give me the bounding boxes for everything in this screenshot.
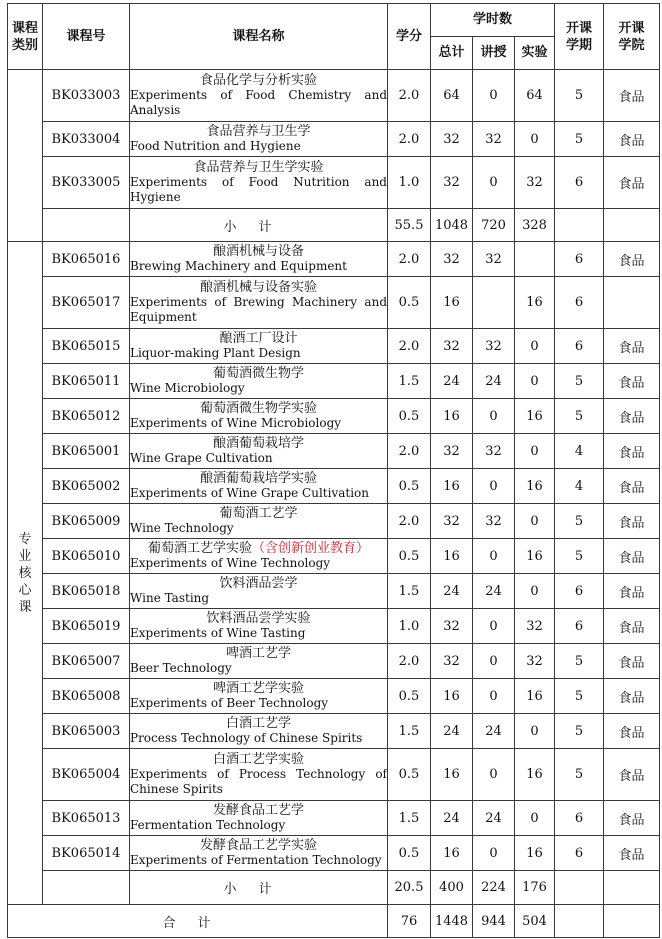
grand-total-experiment-hours: 504 <box>515 905 555 938</box>
course-lecture-hours: 0 <box>473 399 515 434</box>
course-credit: 0.5 <box>388 749 431 801</box>
course-code: BK065008 <box>43 679 130 714</box>
course-name <box>130 836 388 871</box>
course-experiment-hours: 0 <box>515 122 555 157</box>
subtotal-semester-blank <box>555 209 604 242</box>
course-college: 食品 <box>604 364 660 399</box>
course-name-cn-text: 白酒工艺学 <box>225 716 291 731</box>
course-name-en: Process Technology of Chinese Spirits <box>130 731 363 745</box>
course-row <box>8 801 660 836</box>
course-name-cn-text: 白酒工艺学实验 <box>212 752 304 767</box>
course-lecture-hours: 32 <box>473 329 515 364</box>
course-name-en: Experiments of Wine Tasting <box>130 626 306 640</box>
course-college: 食品 <box>604 504 660 539</box>
course-note: （含创新创业教育） <box>252 541 370 556</box>
course-semester: 5 <box>555 539 604 574</box>
course-lecture-hours: 0 <box>473 679 515 714</box>
subtotal-semester-blank <box>555 871 604 905</box>
course-semester: 6 <box>555 277 604 329</box>
course-total-hours: 32 <box>431 157 473 209</box>
course-row <box>8 242 660 277</box>
course-name <box>130 469 388 504</box>
course-college: 食品 <box>604 399 660 434</box>
header-hours: 学时数 <box>431 4 555 37</box>
course-name-cn <box>130 576 387 591</box>
course-lecture-hours: 0 <box>473 539 515 574</box>
course-row <box>8 157 660 209</box>
course-name-en: Beer Technology <box>130 661 232 675</box>
header-code: 课程号 <box>43 4 130 70</box>
course-code: BK065001 <box>43 434 130 469</box>
subtotal-code-blank <box>43 209 130 242</box>
course-row <box>8 679 660 714</box>
course-lecture-hours: 0 <box>473 70 515 122</box>
course-total-hours: 16 <box>431 836 473 871</box>
course-name <box>130 329 388 364</box>
subtotal-credit: 55.5 <box>388 209 431 242</box>
course-name-cn-text: 啤酒工艺学 <box>225 646 291 661</box>
course-experiment-hours: 16 <box>515 539 555 574</box>
subtotal-label: 小计 <box>130 871 388 905</box>
course-experiment-hours: 32 <box>515 609 555 644</box>
course-code: BK065013 <box>43 801 130 836</box>
header-credits: 学分 <box>388 4 431 70</box>
course-name-en: Brewing Machinery and Equipment <box>130 259 347 273</box>
course-semester: 6 <box>555 574 604 609</box>
course-total-hours: 24 <box>431 714 473 749</box>
course-row <box>8 122 660 157</box>
course-row <box>8 399 660 434</box>
course-credit: 0.5 <box>388 469 431 504</box>
header-total: 总计 <box>431 37 473 70</box>
course-code: BK065012 <box>43 399 130 434</box>
course-name-cn <box>130 73 387 88</box>
category-cell <box>8 242 43 905</box>
curriculum-table <box>7 3 660 938</box>
course-college: 食品 <box>604 242 660 277</box>
subtotal-total-hours: 1048 <box>431 209 473 242</box>
course-experiment-hours: 0 <box>515 574 555 609</box>
course-college: 食品 <box>604 434 660 469</box>
course-semester: 6 <box>555 242 604 277</box>
course-code: BK065002 <box>43 469 130 504</box>
course-code: BK033004 <box>43 122 130 157</box>
course-name-en: Experiments of Brewing Machinery and Equipment <box>130 295 387 324</box>
course-lecture-hours: 24 <box>473 574 515 609</box>
course-semester: 5 <box>555 399 604 434</box>
course-row <box>8 609 660 644</box>
course-name-cn-text: 饮料酒品尝学 <box>219 576 298 591</box>
course-experiment-hours: 16 <box>515 749 555 801</box>
course-lecture-hours: 32 <box>473 434 515 469</box>
course-name-en: Experiments of Wine Technology <box>130 556 331 570</box>
course-name <box>130 504 388 539</box>
subtotal-row <box>8 871 660 905</box>
course-lecture-hours: 32 <box>473 504 515 539</box>
course-college: 食品 <box>604 714 660 749</box>
grand-total-label: 合计 <box>8 905 388 938</box>
course-credit: 2.0 <box>388 434 431 469</box>
course-row <box>8 539 660 574</box>
course-name <box>130 122 388 157</box>
course-name <box>130 801 388 836</box>
course-code: BK065009 <box>43 504 130 539</box>
course-total-hours: 24 <box>431 364 473 399</box>
course-credit: 0.5 <box>388 836 431 871</box>
course-name <box>130 364 388 399</box>
course-name-cn <box>130 716 387 731</box>
course-row <box>8 644 660 679</box>
header-semester: 开课学期 <box>555 4 604 70</box>
header-experiment: 实验 <box>515 37 555 70</box>
course-credit: 0.5 <box>388 277 431 329</box>
course-name-cn <box>130 160 387 175</box>
subtotal-row <box>8 209 660 242</box>
course-credit: 2.0 <box>388 644 431 679</box>
course-name-en: Wine Microbiology <box>130 381 245 395</box>
course-semester: 5 <box>555 644 604 679</box>
course-total-hours: 32 <box>431 434 473 469</box>
course-credit: 2.0 <box>388 242 431 277</box>
course-college: 食品 <box>604 679 660 714</box>
course-row <box>8 277 660 329</box>
course-semester: 5 <box>555 70 604 122</box>
course-experiment-hours: 0 <box>515 714 555 749</box>
course-semester: 5 <box>555 122 604 157</box>
course-row <box>8 504 660 539</box>
course-college: 食品 <box>604 539 660 574</box>
course-experiment-hours: 16 <box>515 399 555 434</box>
course-name <box>130 539 388 574</box>
course-name-en: Experiments of Food Chemistry and Analysis <box>130 88 387 117</box>
course-college: 食品 <box>604 801 660 836</box>
course-name-en: Experiments of Fermentation Technology <box>130 853 382 867</box>
course-name <box>130 242 388 277</box>
course-experiment-hours: 0 <box>515 329 555 364</box>
course-name-cn <box>130 436 387 451</box>
header-category: 课程类别 <box>8 4 43 70</box>
header-lecture: 讲授 <box>473 37 515 70</box>
course-name <box>130 70 388 122</box>
course-college: 食品 <box>604 609 660 644</box>
course-row <box>8 329 660 364</box>
course-code: BK065019 <box>43 609 130 644</box>
subtotal-lecture-hours: 224 <box>473 871 515 905</box>
course-total-hours: 32 <box>431 242 473 277</box>
course-name-cn <box>130 331 387 346</box>
subtotal-code-blank <box>43 871 130 905</box>
course-credit: 1.5 <box>388 714 431 749</box>
course-experiment-hours: 32 <box>515 644 555 679</box>
course-credit: 0.5 <box>388 679 431 714</box>
course-semester: 5 <box>555 504 604 539</box>
course-credit: 1.5 <box>388 364 431 399</box>
course-name-cn-text: 葡萄酒工艺学实验 <box>147 541 252 556</box>
course-name-cn <box>130 681 387 696</box>
course-experiment-hours: 32 <box>515 157 555 209</box>
course-credit: 1.0 <box>388 157 431 209</box>
course-name <box>130 157 388 209</box>
course-row <box>8 469 660 504</box>
course-credit: 2.0 <box>388 122 431 157</box>
course-name-cn-text: 发酵食品工艺学 <box>212 803 304 818</box>
course-name-cn-text: 酿酒工厂设计 <box>219 331 298 346</box>
course-total-hours: 16 <box>431 539 473 574</box>
course-name-en: Wine Tasting <box>130 591 210 605</box>
course-college: 食品 <box>604 329 660 364</box>
course-lecture-hours: 0 <box>473 644 515 679</box>
course-row <box>8 70 660 122</box>
course-experiment-hours: 16 <box>515 277 555 329</box>
course-credit: 0.5 <box>388 539 431 574</box>
course-name-en: Experiments of Beer Technology <box>130 696 329 710</box>
course-name <box>130 574 388 609</box>
course-experiment-hours: 16 <box>515 679 555 714</box>
course-lecture-hours: 32 <box>473 122 515 157</box>
course-semester: 6 <box>555 801 604 836</box>
course-semester: 4 <box>555 469 604 504</box>
course-name-cn <box>130 752 387 767</box>
course-semester: 5 <box>555 364 604 399</box>
course-total-hours: 16 <box>431 679 473 714</box>
course-row <box>8 364 660 399</box>
course-code: BK065018 <box>43 574 130 609</box>
header-name: 课程名称 <box>130 4 388 70</box>
course-name-cn <box>130 611 387 626</box>
subtotal-college-blank <box>604 871 660 905</box>
course-experiment-hours: 0 <box>515 801 555 836</box>
course-total-hours: 16 <box>431 749 473 801</box>
category-label: 专业核心课 <box>18 531 32 615</box>
course-code: BK033003 <box>43 70 130 122</box>
subtotal-credit: 20.5 <box>388 871 431 905</box>
course-lecture-hours: 32 <box>473 242 515 277</box>
course-total-hours: 32 <box>431 122 473 157</box>
subtotal-experiment-hours: 176 <box>515 871 555 905</box>
course-name <box>130 749 388 801</box>
grand-total-credit: 76 <box>388 905 431 938</box>
course-experiment-hours: 0 <box>515 434 555 469</box>
course-lecture-hours: 0 <box>473 469 515 504</box>
course-semester: 6 <box>555 157 604 209</box>
grand-total-college-blank <box>604 905 660 938</box>
course-code: BK065014 <box>43 836 130 871</box>
course-total-hours: 32 <box>431 504 473 539</box>
course-row <box>8 574 660 609</box>
course-name-cn <box>130 124 387 139</box>
course-row <box>8 836 660 871</box>
course-total-hours: 16 <box>431 399 473 434</box>
course-college: 食品 <box>604 574 660 609</box>
course-semester: 5 <box>555 749 604 801</box>
course-college: 食品 <box>604 122 660 157</box>
course-name <box>130 609 388 644</box>
course-name-cn <box>130 646 387 661</box>
grand-total-row <box>8 905 660 938</box>
course-credit: 0.5 <box>388 399 431 434</box>
course-lecture-hours: 0 <box>473 836 515 871</box>
course-code: BK065015 <box>43 329 130 364</box>
course-semester: 6 <box>555 836 604 871</box>
subtotal-lecture-hours: 720 <box>473 209 515 242</box>
course-name-cn-text: 饮料酒品尝学实验 <box>206 611 311 626</box>
course-name-cn <box>130 541 387 556</box>
course-name-en: Liquor-making Plant Design <box>130 346 301 360</box>
course-total-hours: 24 <box>431 574 473 609</box>
course-name-cn-text: 食品营养与卫生学实验 <box>193 160 324 175</box>
course-name <box>130 399 388 434</box>
course-name-cn-text: 酿酒机械与设备实验 <box>199 280 317 295</box>
course-total-hours: 32 <box>431 644 473 679</box>
course-name-cn <box>130 244 387 259</box>
course-name-cn <box>130 803 387 818</box>
course-name-en: Experiments of Food Nutrition and Hygiene <box>130 175 387 204</box>
course-college <box>604 277 660 329</box>
course-code: BK065003 <box>43 714 130 749</box>
course-name-cn <box>130 838 387 853</box>
course-name <box>130 277 388 329</box>
course-experiment-hours: 16 <box>515 469 555 504</box>
course-name-cn <box>130 401 387 416</box>
course-experiment-hours: 16 <box>515 836 555 871</box>
course-name-cn-text: 酿酒葡萄栽培学 <box>212 436 304 451</box>
course-name-cn-text: 发酵食品工艺学实验 <box>199 838 317 853</box>
course-credit: 1.5 <box>388 801 431 836</box>
subtotal-college-blank <box>604 209 660 242</box>
course-semester: 4 <box>555 434 604 469</box>
course-row <box>8 749 660 801</box>
course-name-cn <box>130 366 387 381</box>
course-code: BK065016 <box>43 242 130 277</box>
course-semester: 5 <box>555 714 604 749</box>
course-college: 食品 <box>604 836 660 871</box>
course-experiment-hours: 0 <box>515 364 555 399</box>
course-lecture-hours: 0 <box>473 157 515 209</box>
course-name-en: Wine Grape Cultivation <box>130 451 273 465</box>
course-credit: 2.0 <box>388 329 431 364</box>
course-name-cn-text: 葡萄酒微生物学 <box>212 366 304 381</box>
course-row <box>8 714 660 749</box>
course-credit: 2.0 <box>388 70 431 122</box>
course-lecture-hours: 24 <box>473 801 515 836</box>
grand-total-semester-blank <box>555 905 604 938</box>
course-lecture-hours <box>473 277 515 329</box>
course-credit: 2.0 <box>388 504 431 539</box>
course-name <box>130 679 388 714</box>
course-code: BK065007 <box>43 644 130 679</box>
course-experiment-hours: 64 <box>515 70 555 122</box>
course-total-hours: 32 <box>431 329 473 364</box>
course-total-hours: 16 <box>431 277 473 329</box>
course-name-cn <box>130 506 387 521</box>
course-name-cn-text: 啤酒工艺学实验 <box>212 681 304 696</box>
course-name-cn <box>130 471 387 486</box>
course-name <box>130 434 388 469</box>
course-row <box>8 434 660 469</box>
subtotal-experiment-hours: 328 <box>515 209 555 242</box>
grand-total-hours: 1448 <box>431 905 473 938</box>
course-name <box>130 644 388 679</box>
course-name <box>130 714 388 749</box>
course-code: BK065010 <box>43 539 130 574</box>
course-name-cn-text: 酿酒葡萄栽培学实验 <box>199 471 317 486</box>
grand-total-lecture-hours: 944 <box>473 905 515 938</box>
course-college: 食品 <box>604 644 660 679</box>
course-code: BK065004 <box>43 749 130 801</box>
course-semester: 5 <box>555 679 604 714</box>
course-name-en: Experiments of Process Technology of Chinese Spirits <box>130 767 387 796</box>
course-total-hours: 32 <box>431 609 473 644</box>
course-college: 食品 <box>604 157 660 209</box>
course-experiment-hours <box>515 242 555 277</box>
course-name-en: Fermentation Technology <box>130 818 286 832</box>
course-college: 食品 <box>604 749 660 801</box>
course-name-en: Food Nutrition and Hygiene <box>130 139 301 153</box>
course-credit: 1.5 <box>388 574 431 609</box>
course-name-cn-text: 食品营养与卫生学 <box>206 124 311 139</box>
course-name-en: Experiments of Wine Grape Cultivation <box>130 486 370 500</box>
subtotal-label: 小计 <box>130 209 388 242</box>
course-semester: 6 <box>555 609 604 644</box>
course-lecture-hours: 24 <box>473 714 515 749</box>
course-name-cn-text: 食品化学与分析实验 <box>199 73 317 88</box>
header-college: 开课学院 <box>604 4 660 70</box>
course-name-en: Experiments of Wine Microbiology <box>130 416 342 430</box>
course-name-cn <box>130 280 387 295</box>
course-total-hours: 24 <box>431 801 473 836</box>
course-college: 食品 <box>604 469 660 504</box>
course-name-cn-text: 酿酒机械与设备 <box>212 244 304 259</box>
category-cell <box>8 70 43 242</box>
course-name-en: Wine Technology <box>130 521 234 535</box>
course-lecture-hours: 0 <box>473 609 515 644</box>
course-experiment-hours: 0 <box>515 504 555 539</box>
course-total-hours: 64 <box>431 70 473 122</box>
course-lecture-hours: 24 <box>473 364 515 399</box>
course-semester: 6 <box>555 329 604 364</box>
subtotal-total-hours: 400 <box>431 871 473 905</box>
course-name-cn-text: 葡萄酒工艺学 <box>219 506 298 521</box>
course-name-cn-text: 葡萄酒微生物学实验 <box>199 401 317 416</box>
course-credit: 1.0 <box>388 609 431 644</box>
course-code: BK065017 <box>43 277 130 329</box>
course-college: 食品 <box>604 70 660 122</box>
course-code: BK065011 <box>43 364 130 399</box>
course-total-hours: 16 <box>431 469 473 504</box>
course-code: BK033005 <box>43 157 130 209</box>
course-lecture-hours: 0 <box>473 749 515 801</box>
